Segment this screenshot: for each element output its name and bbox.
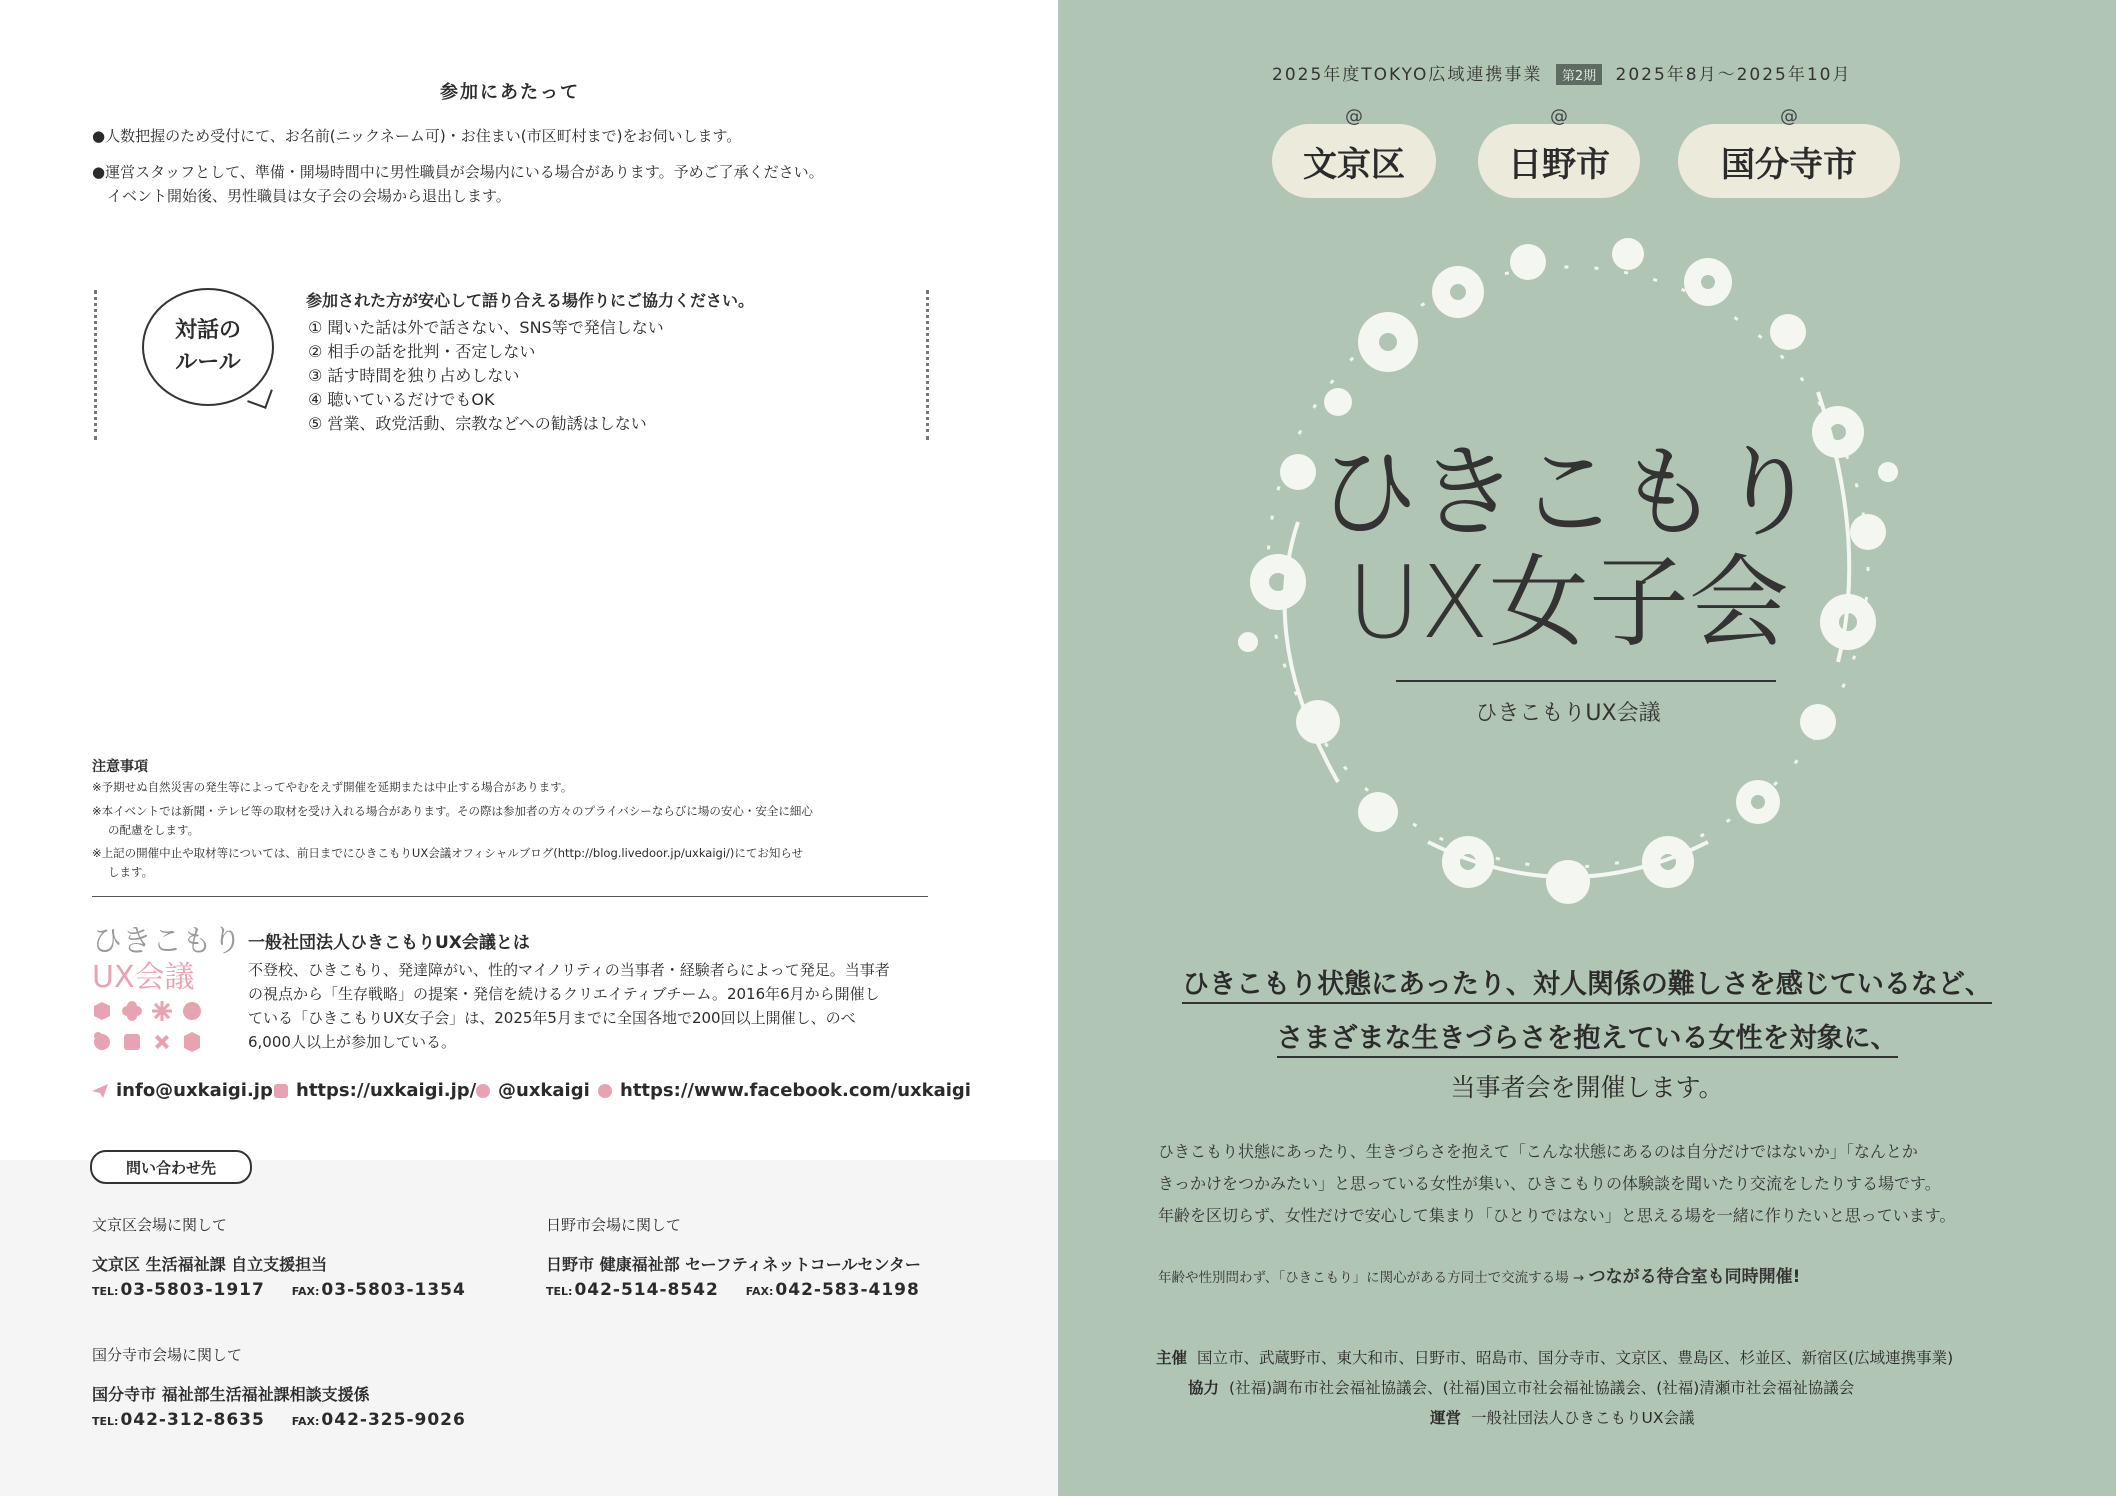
caution-line-5: します。 — [108, 865, 154, 879]
coop-text: (社福)調布市社会福祉協議会、(社福)国立市社会福祉協議会、(社福)清瀬市社会福祉協議会 — [1229, 1379, 1855, 1397]
venue-hino-org: 日野市 健康福祉部 セーフティネットコールセンター — [546, 1255, 921, 1274]
venue-pill-hino — [1478, 106, 1640, 198]
rule-item-2: ② 相手の話を批判・否定しない — [308, 342, 536, 361]
footer-host — [1156, 1343, 1953, 1373]
venue-bunkyo-contact — [92, 1280, 466, 1300]
rules-intro: 参加された方が安心して語り合える場作りにご協力ください。 — [306, 291, 755, 310]
caution-line-1: ※予期せぬ自然災害の発生等によってやむをえず開催を延期または中止する場合があります。 — [92, 780, 573, 794]
venue-bunkyo-fax: 03-5803-1354 — [321, 1280, 466, 1300]
contact-facebook-text: https://www.facebook.com/uxkaigi — [620, 1080, 971, 1101]
rules-right-border — [926, 290, 929, 440]
phase-badge: 第2期 — [1556, 64, 1602, 85]
venue-kokubunji-contact — [92, 1410, 466, 1430]
rule-item-4: ④ 聴いているだけでもOK — [308, 390, 495, 409]
rule-item-3: ③ 話す時間を独り占めしない — [308, 366, 520, 385]
at-icon: @ — [1345, 106, 1363, 127]
lead-line-2-text: さまざまな生きづらさを抱えている女性を対象に、 — [1277, 1023, 1898, 1058]
org-desc-1: 不登校、ひきこもり、発達障がい、性的マイノリティの当事者・経験者らによって発足。当事者 — [248, 961, 890, 979]
program-header — [1272, 60, 1851, 85]
event-title-line-2: UX女子会 — [1347, 544, 1789, 661]
right-page — [1058, 0, 2116, 1496]
caution-title: 注意事項 — [92, 759, 148, 775]
caution-line-3: の配慮をします。 — [108, 823, 200, 837]
org-desc-2: の視点から「生存戦略」の提案・発信を続けるクリエイティブチーム。2016年6月から開催し — [248, 985, 880, 1003]
org-desc-3: ている「ひきこもりUX女子会」は、2025年5月までに全国各地で200回以上開催し、のべ — [248, 1009, 856, 1027]
org-logo-line-2: UX会議 — [92, 960, 195, 995]
ops-text: 一般社団法人ひきこもりUX会議 — [1471, 1409, 1695, 1427]
footer-coop — [1188, 1373, 1854, 1403]
tel-label: TEL: — [546, 1285, 573, 1298]
tel-label: TEL: — [92, 1415, 119, 1428]
waiting-room-note — [1158, 1262, 1800, 1287]
venue-pill-hino-label: 日野市 — [1508, 144, 1610, 185]
venue-bunkyo-heading: 文京区会場に関して — [92, 1216, 228, 1234]
participation-note-3: イベント開始後、男性職員は女子会の会場から退出します。 — [107, 187, 511, 205]
venue-kokubunji-tel: 042-312-8635 — [120, 1410, 265, 1430]
contact-instagram-text: @uxkaigi — [498, 1080, 590, 1101]
fax-label: FAX: — [745, 1285, 774, 1298]
rule-item-1: ① 聞いた話は外で話さない、SNS等で発信しない — [308, 318, 664, 337]
lead-line-1-text: ひきこもり状態にあったり、対人関係の難しさを感じているなど、 — [1182, 969, 1992, 1004]
org-desc-4: 6,000人以上が参加している。 — [248, 1033, 456, 1051]
venue-hino-heading: 日野市会場に関して — [546, 1216, 682, 1234]
lead-line-2 — [1058, 1016, 2116, 1055]
venue-pill-kokubunji — [1678, 106, 1900, 198]
program-period: 2025年8月～2025年10月 — [1615, 65, 1852, 85]
body-line-1: ひきこもり状態にあったり、生きづらさを抱えて「こんな状態にあるのは自分だけではないか」「なんとか — [1158, 1142, 1918, 1161]
venue-pill-kokubunji-label: 国分寺市 — [1721, 144, 1857, 185]
contact-instagram[interactable] — [476, 1080, 590, 1101]
host-text: 国立市、武蔵野市、東大和市、日野市、昭島市、国分寺市、文京区、豊島区、杉並区、新宿区(広域連携事業) — [1197, 1349, 1954, 1367]
org-logo-flower-icons — [92, 1000, 214, 1056]
tel-label: TEL: — [92, 1285, 119, 1298]
venue-bunkyo-org: 文京区 生活福祉課 自立支援担当 — [92, 1255, 328, 1274]
footer-ops — [1430, 1403, 1694, 1433]
org-logo-line-1: ひきこもり — [92, 924, 242, 959]
rule-item-5: ⑤ 営業、政党活動、宗教などへの勧誘はしない — [308, 414, 647, 433]
instagram-icon — [476, 1084, 490, 1098]
venue-kokubunji-fax: 042-325-9026 — [321, 1410, 466, 1430]
facebook-icon — [598, 1084, 612, 1098]
at-icon: @ — [1780, 106, 1798, 127]
event-title-line-1: ひきこもり — [1318, 434, 1818, 551]
org-title: 一般社団法人ひきこもりUX会議とは — [248, 933, 530, 953]
fax-label: FAX: — [291, 1285, 320, 1298]
mail-icon — [92, 1084, 108, 1098]
waiting-room-suffix: つながる待合室も同時開催! — [1588, 1267, 1801, 1287]
venue-hino-fax: 042-583-4198 — [775, 1280, 920, 1300]
venue-pill-bunkyo-label: 文京区 — [1303, 144, 1405, 185]
contact-website[interactable] — [274, 1080, 476, 1101]
organizer-under-title: ひきこもりUX会議 — [1475, 701, 1661, 726]
body-line-2: きっかけをつかみたい」と思っている女性が集い、ひきこもりの体験談を聞いたり交流をしたりする場です。 — [1158, 1174, 1941, 1193]
venue-pill-bunkyo — [1272, 106, 1436, 198]
title-underline — [1396, 680, 1776, 682]
at-icon: @ — [1550, 106, 1568, 127]
body-line-3: 年齢を区切らず、女性だけで安心して集まり「ひとりではない」と思える場を一緒に作りたいと思っています。 — [1158, 1206, 1956, 1225]
caution-line-4: ※上記の開催中止や取材等については、前日までにひきこもりUX会議オフィシャルブログ(http://blog.livedoor.jp/uxkaigi/)にてお知らせ — [92, 846, 804, 860]
bubble-line-1: 対話の — [174, 318, 241, 343]
fax-label: FAX: — [291, 1415, 320, 1428]
contact-website-text: https://uxkaigi.jp/ — [296, 1080, 477, 1101]
program-name: 2025年度TOKYO広域連携事業 — [1272, 65, 1543, 85]
coop-label: 協力 — [1188, 1379, 1220, 1397]
inquiry-background — [0, 1160, 1058, 1496]
inquiry-label: 問い合わせ先 — [90, 1150, 252, 1184]
venue-hino-tel: 042-514-8542 — [574, 1280, 719, 1300]
venue-kokubunji-org: 国分寺市 福祉部生活福祉課相談支援係 — [92, 1385, 370, 1404]
venue-bunkyo-tel: 03-5803-1917 — [120, 1280, 265, 1300]
ops-label: 運営 — [1430, 1409, 1462, 1427]
rules-left-border — [94, 290, 97, 440]
contact-email[interactable] — [92, 1080, 273, 1101]
contact-facebook[interactable] — [598, 1080, 971, 1101]
venue-hino-contact — [546, 1280, 920, 1300]
contact-email-text: info@uxkaigi.jp — [116, 1080, 273, 1101]
participation-note-2: ●運営スタッフとして、準備・開場時間中に男性職員が会場内にいる場合があります。予めご了承ください。 — [92, 163, 824, 181]
host-label: 主催 — [1156, 1349, 1188, 1367]
rules-speech-bubble — [142, 288, 274, 406]
bubble-line-2: ルール — [175, 350, 241, 375]
participation-note-1: ●人数把握のため受付にて、お名前(ニックネーム可)・お住まい(市区町村まで)をお伺いします。 — [92, 127, 742, 145]
lead-line-3: 当事者会を開催します。 — [1450, 1073, 1724, 1102]
waiting-room-prefix: 年齢や性別問わず、「ひきこもり」に関心がある方同士で交流する場 — [1158, 1270, 1569, 1286]
divider — [92, 896, 928, 897]
lead-line-1 — [1058, 962, 2116, 1001]
venue-kokubunji-heading: 国分寺市会場に関して — [92, 1346, 243, 1364]
arrow-icon: → — [1572, 1270, 1585, 1286]
caution-line-2: ※本イベントでは新聞・テレビ等の取材を受け入れる場合があります。その際は参加者の方々のプライバシーならびに場の安心・安全に細心 — [92, 804, 813, 818]
participation-title: 参加にあたって — [440, 82, 580, 103]
web-icon — [274, 1084, 288, 1098]
